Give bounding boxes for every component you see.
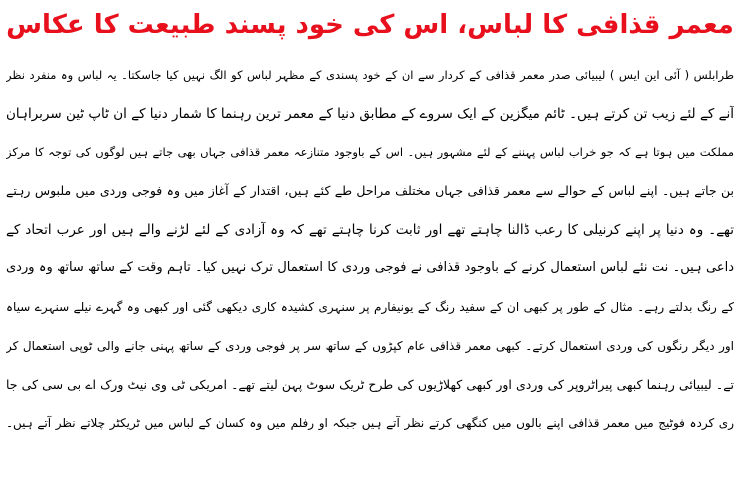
article-line: داعی ہیں۔ نت نئے لباس استعمال کرنے کے باوجود قذافی نے فوجی وردی کا استعمال ترک نہیں کیا۔ تاہم وقت کے ساتھ ساتھ وہ وردی [6, 260, 734, 276]
article-line: بن جاتے ہیں۔ اپنے لباس کے حوالے سے معمر قذافی جہاں مختلف مراحل طے کئے ہیں، اقتدار کے آغاز میں وہ فوجی وردی میں ملبوس رہتے [6, 183, 734, 199]
article-line: کے رنگ بدلتے رہے۔ مثال کے طور پر کبھی ان کے سفید رنگ کے یونیفارم پر سنہری کشیدہ کاری دیکھی گئی اور کبھی وہ گہرے نیلے سنہرے سیاہ [6, 300, 734, 315]
article-line: آنے کے لئے زیب تن کرتے ہیں۔ ٹائم میگزین کے ایک سروے کے مطابق دنیا کے معمر ترین رہنما کا شمار دنیا کے ان ٹاپ ٹین سربراہان [6, 105, 734, 122]
article-body [6, 56, 734, 443]
article-line: تھے۔ وہ دنیا پر اپنے کرنیلی کا رعب ڈالنا چاہتے تھے اور ثابت کرنا چاہتے تھے کہ وہ آزادی کے لئے لڑنے والے ہیں اور عرب اتحاد کے [6, 221, 734, 238]
article-line: اور دیگر رنگوں کی وردی استعمال کرتے۔ کبھی معمر قذافی عام کپڑوں کے ساتھ سر پر فوجی وردی کے ساتھ پہنی جانے والی ٹوپی استعمال کر [6, 338, 734, 353]
article-line: طرابلس ( آئی این ایس ) لیبیائی صدر معمر قذافی کے کردار سے ان کے خود پسندی کے مظہر لباس کو الگ نہیں کیا جاسکتا۔ یہ لباس وہ منفرد نظر [6, 68, 734, 82]
article-line: مملکت میں ہوتا ہے کہ جو خراب لباس پہننے کے لئے مشہور ہیں۔ اس کے باوجود متنازعہ معمر قذافی جہاں بھی جاتے ہیں لوگوں کی توجہ کا مرکز [6, 145, 734, 160]
headline: معمر قذافی کا لباس، اس کی خود پسند طبیعت کا عکاس [6, 10, 734, 40]
article-line: ری کردہ فوٹیج میں معمر قذافی اپنے بالوں میں کنگھی کرتے نظر آتے ہیں جبکہ او رفلم میں وہ کسان کے لباس میں ٹریکٹر چلاتے نظر آتے ہیں۔ [6, 416, 734, 431]
article-line: تے۔ لیبیائی رہنما کبھی پیراٹروپر کی وردی اور کبھی کھلاڑیوں کی طرح ٹریک سوٹ پہن لیتے تھے۔ امریکی ٹی وی نیٹ ورک اے بی سی کی جا [6, 376, 734, 392]
